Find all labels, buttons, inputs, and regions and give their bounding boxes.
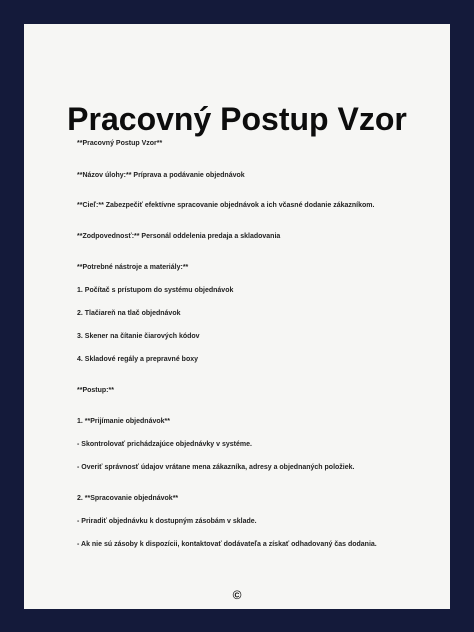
- doc-line-responsibility: **Zodpovednosť:** Personál oddelenia predaja a skladovania: [77, 233, 281, 240]
- document-page: [24, 24, 450, 609]
- copyright-icon: ©: [232, 588, 242, 602]
- document-title: Pracovný Postup Vzor: [67, 101, 407, 137]
- doc-line-tool-1: 1. Počítač s prístupom do systému objednávok: [77, 287, 234, 294]
- doc-line-tool-3: 3. Skener na čítanie čiarových kódov: [77, 333, 200, 340]
- doc-line-step-1-a: - Skontrolovať prichádzajúce objednávky v systéme.: [77, 441, 252, 448]
- doc-line-task-name: **Názov úlohy:** Príprava a podávanie objednávok: [77, 172, 245, 179]
- doc-line-procedure-heading: **Postup:**: [77, 387, 114, 394]
- doc-line-step-1: 1. **Prijímanie objednávok**: [77, 418, 170, 425]
- doc-line-heading: **Pracovný Postup Vzor**: [77, 140, 163, 147]
- doc-line-step-1-b: - Overiť správnosť údajov vrátane mena zákazníka, adresy a objednaných položiek.: [77, 464, 355, 471]
- doc-line-tool-2: 2. Tlačiareň na tlač objednávok: [77, 310, 181, 317]
- doc-line-goal: **Cieľ:** Zabezpečiť efektívne spracovanie objednávok a ich včasné dodanie zákazníkom.: [77, 202, 375, 209]
- doc-line-step-2: 2. **Spracovanie objednávok**: [77, 495, 179, 502]
- doc-line-step-2-a: - Priradiť objednávku k dostupným zásobám v sklade.: [77, 518, 257, 525]
- doc-line-step-2-b: - Ak nie sú zásoby k dispozícii, kontaktovať dodávateľa a získať odhadovaný čas dodania.: [77, 541, 377, 548]
- doc-line-tool-4: 4. Skladové regály a prepravné boxy: [77, 356, 199, 363]
- doc-line-tools-heading: **Potrebné nástroje a materiály:**: [77, 264, 189, 271]
